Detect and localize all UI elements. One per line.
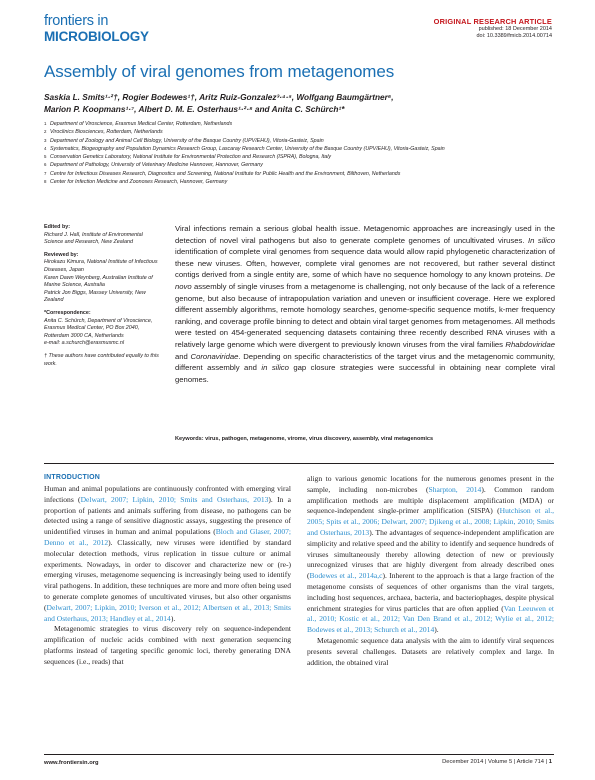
abstract-italic: De novo [175, 270, 555, 291]
footer-separator: | [512, 759, 517, 765]
affiliation-text: Viroclinics Biosciences, Rotterdam, Netherlands [50, 129, 163, 136]
author-list [44, 91, 554, 115]
affiliation-item [44, 145, 544, 153]
abstract-text: and [175, 351, 191, 361]
correspondence-address: Anita C. Schürch, Department of Viroscience, Erasmus Medical Center, PO Box 2040, Rotterdam 3000 CA, Netherlands [44, 317, 153, 339]
abstract-text: assembly of single viruses from a metagenome is challenging, not only because of the lack of a reference genome, but also because of intrapopulation variation and uneven or insufficient coverage. Here we explored different assembly algorithms, remote homology searches, genome-specific sequence motifs, k-mer frequency ranking, and coverage profile binning to detect and obtain viral target genomes from metagenomes. All methods were tested on 454-generated sequencing datasets containing three recently described RNA viruses with a relatively large genome which were divergent to previously known viruses from the viral families [175, 281, 555, 349]
footer-volume: Volume 5 [488, 759, 513, 765]
affiliation-number: 5 [44, 154, 47, 160]
edited-by-heading: Edited by: [44, 224, 71, 230]
article-title: Assembly of viral genomes from metagenomes [44, 62, 395, 81]
affiliation-text: Centre for Infectious Diseases Research, Diagnostics and Screening, National Institute for Public Health and the Environment, Bilthoven, Netherlands [50, 170, 401, 177]
correspondence-block [44, 310, 162, 348]
citation-link[interactable]: Bloch and Glaser, 2007; Denno et al., 2012 [44, 527, 291, 547]
body-text: ). Inherent to the approach is that a large fraction of the metagenome consists of sequences of other organisms than the viral targets, including host sequences, archaea, bacteria, and bacteriophages, despite physical enrichment strategies for virus particles that are often applied ( [307, 571, 554, 613]
author-line-2: Marion P. Koopmans¹·⁷, Albert D. M. E. Osterhaus¹·²·⁸ and Anita C. Schürch¹* [44, 104, 345, 114]
doi[interactable]: doi: 10.3389/fmicb.2014.00714 [476, 33, 552, 39]
reviewer-2: Karen Dawn Weynberg, Australian Institute of Marine Science, Australia [44, 274, 153, 289]
correspondence-heading: *Correspondence: [44, 309, 91, 316]
affiliation-item [44, 128, 544, 136]
journal-url[interactable]: www.frontiersin.org [44, 760, 99, 766]
logo-line1: frontiers in [44, 13, 109, 29]
reviewer-1: Hirokazu Kimura, National Institute of Infectious Diseases, Japan [44, 259, 158, 273]
footer-divider [44, 754, 554, 755]
affiliation-text: Conservation Genetics Laboratory, National Institute for Environmental Protection and Research (ISPRA), Bologna, Italy [50, 154, 332, 161]
affiliation-number: 2 [44, 129, 47, 135]
keywords [175, 436, 555, 442]
affiliation-item [44, 170, 544, 178]
affiliation-number: 4 [44, 145, 47, 151]
published-date: published: 18 December 2014 [478, 26, 552, 32]
affiliation-item [44, 137, 544, 145]
citation-link[interactable]: Bodewes et al., 2014a,c [309, 571, 383, 581]
affiliation-item [44, 178, 544, 186]
footer-citation [442, 759, 552, 765]
body-text: ). Common random amplification methods are multiple displacement amplification (MDA) or sequence-independent single-primer amplification (SISPA) ( [307, 484, 554, 516]
affiliation-text: Department of Viroscience, Erasmus Medical Center, Rotterdam, Netherlands [50, 121, 233, 127]
footer-separator: | [544, 759, 549, 765]
body-text: align to various genomic locations for the numerous genomes present in the sample, including non-microbes ( [307, 474, 554, 494]
footer-separator: | [483, 759, 489, 765]
body-text: ). The advantages of sequence-independent amplification are simplicity and relative speed and the ability to identify and sequence hundreds of viruses simultaneously thereby allowing detection of new or previously unrecognized viruses that are highly divergent from already described ones ( [307, 527, 554, 581]
citation-link[interactable]: Sharpton, 2014 [428, 484, 482, 494]
abstract-italic: Rhabdoviridae [505, 339, 555, 349]
keywords-label: Keywords: [175, 436, 204, 442]
article-type: ORIGINAL RESEARCH ARTICLE [433, 17, 552, 26]
body-text: ). Classically, new viruses were identified by standard molecular detection methods, virus replication in tissue culture or animal experiments. Nowadays, in order to discover and characterize new or (re-) emerging viruses, metagenome sequencing is increasingly being used to identify viral pathogens. In addition, these techniques are more and more often being used to generate complete genomes of uncultivated viruses, but also other organisms ( [44, 537, 291, 612]
footer-date: December 2014 [442, 759, 484, 765]
section-divider [44, 463, 554, 464]
intro-paragraph-3 [307, 474, 554, 636]
affiliation-text: Center for Infection Medicine and Zoonoses Research, Hannover, Germany [50, 179, 228, 186]
page-number: 1 [548, 759, 552, 765]
affiliation-item [44, 153, 544, 161]
reviewed-by-block [44, 252, 162, 305]
abstract-text: gap closure strategies were successful in obtaining near complete viral genomes. [175, 363, 555, 384]
citation-link[interactable]: Van Leeuwen et al., 2010; Kostic et al., 2012; Van Den Brand et al., 2012; Wylie et al., 2012; Bodewes et al., 2013; Schurch et al., 2014 [307, 603, 554, 635]
editorial-sidebar [44, 224, 162, 373]
article-meta [434, 17, 552, 40]
affiliation-number: 1 [44, 121, 47, 126]
logo-line2: MICROBIOLOGY [44, 28, 149, 44]
body-column-right [307, 474, 554, 668]
journal-logo [44, 14, 149, 43]
intro-paragraph-4: Metagenomic sequence data analysis with the aim to identify viral sequences presents several challenges. Datasets are relatively complex and large. In addition, the obtained viral [307, 635, 554, 667]
author-line-1: Saskia L. Smits¹·²†, Rogier Bodewes¹†, Aritz Ruiz-Gonzalez³·⁴·⁵, Wolfgang Baumgärtner⁶, [44, 92, 394, 102]
footer-article: Article 714 [516, 759, 545, 765]
affiliations [44, 120, 544, 186]
keywords-text: virus, pathogen, metagenome, virome, virus discovery, assembly, viral metagenomics [203, 436, 434, 442]
abstract-italic: Coronaviridae [190, 351, 239, 361]
body-text: ). In a proportion of patients and animals suffering from disease, no pathogens can be detected using a range of sensitive diagnostic assays, suggesting the presence of unidentified viruses in human and animal populations ( [44, 494, 291, 537]
reviewed-by-heading: Reviewed by: [44, 251, 79, 258]
affiliation-item [44, 161, 544, 169]
affiliation-number: 3 [44, 137, 47, 143]
affiliation-number: 6 [44, 162, 47, 168]
correspondence-email[interactable]: e-mail: a.schurch@erasmusmc.nl [44, 340, 125, 347]
abstract [175, 223, 555, 385]
abstract-text: . Depending on specific characteristics of the target virus and the metagenomic community, different assembly and [175, 351, 555, 373]
abstract-text: Viral infections remain a serious global health issue. Metagenomic approaches are increasingly used in the detection of novel viral pathogens but also to generate complete genomes of uncultivated viruses. [175, 224, 555, 245]
abstract-italic: in silico [261, 363, 289, 373]
citation-link[interactable]: Hutchison et al., 2005; Spits et al., 2006; Delwart, 2007; Djikeng et al., 2008; Lipkin, 2010; Smits and Osterhaus, 2013 [307, 506, 554, 537]
affiliation-text: Department of Pathology, University of Veterinary Medicine Hannover, Hannover, Germany [50, 162, 263, 169]
citation-link[interactable]: Delwart, 2007; Lipkin, 2010; Iverson et al., 2012; Albertsen et al., 2013; Smits and Osterhaus, 2013; Handley et al., 2014 [44, 602, 291, 623]
abstract-italic: In silico [528, 235, 555, 245]
intro-paragraph-2: Metagenomic strategies to virus discovery rely on sequence-independent amplification of nucleic acids combined with next generation sequencing platforms instead of targeting specific genomic loci, thereby generating DNA sequences (i.e., reads) that [44, 624, 291, 666]
edited-by-block [44, 224, 162, 247]
body-column-left [44, 484, 291, 668]
reviewer-3: Patrick Jon Biggs, Massey University, New Zealand [44, 289, 146, 304]
intro-paragraph-1 [44, 484, 291, 624]
citation-link[interactable]: Delwart, 2007; Lipkin, 2010; Smits and Osterhaus, 2013 [80, 494, 269, 504]
abstract-text: identification of complete viral genomes from sequence data would allow rapid phylogenetic characterization of these new viruses. Often, however, complete viral genomes are not recovered, but rather several distinct contigs derived from a single entity are, some of which have no sequence homology to any known proteins. [175, 247, 555, 280]
affiliation-number: 8 [44, 179, 47, 185]
affiliation-item [44, 120, 544, 128]
introduction-heading: INTRODUCTION [44, 474, 101, 481]
affiliation-text: Department of Zoology and Animal Cell Biology, University of the Basque Country (UPV/EHU), Vitoria-Gasteiz, Spain [50, 137, 324, 144]
affiliation-number: 7 [44, 170, 47, 176]
affiliation-text: Systematics, Biogeography and Population Dynamics Research Group, Lascaray Research Center, University of the Basque Country (UPV/EHU), Vitoria-Gasteiz, Spain [50, 145, 445, 152]
equal-contribution-note: † These authors have contributed equally to this work. [44, 352, 159, 367]
body-text: ). [434, 625, 439, 635]
edited-by-text: Richard J. Hall, Institute of Environmental Science and Research, New Zealand [44, 231, 143, 246]
body-text: ). [170, 613, 176, 623]
body-text: Human and animal populations are continuously confronted with emerging viral infections ( [44, 484, 291, 504]
